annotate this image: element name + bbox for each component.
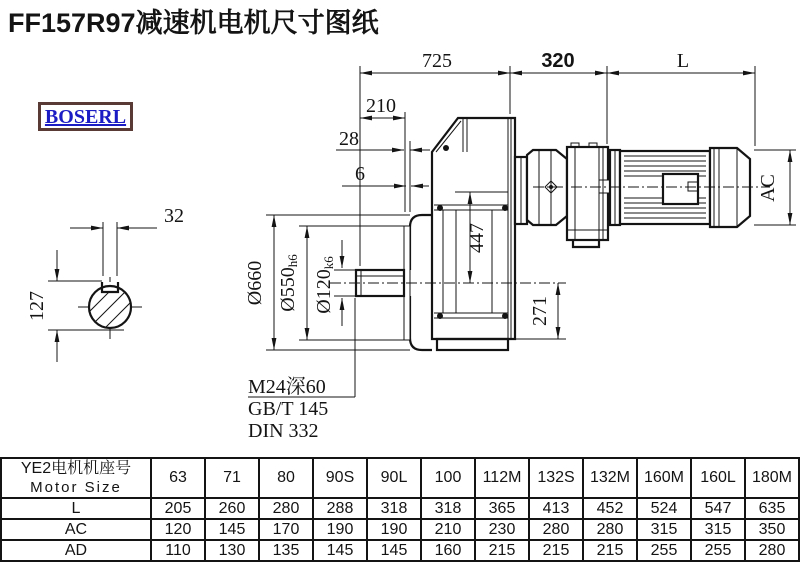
table-cell: 413 bbox=[529, 498, 583, 519]
motor-size-table bbox=[0, 457, 800, 562]
table-cell: 130 bbox=[205, 540, 259, 561]
column-header: 132S bbox=[529, 458, 583, 498]
row-label: L bbox=[1, 498, 151, 519]
dim-550h6: Ø550h6 bbox=[277, 254, 300, 312]
table-cell: 135 bbox=[259, 540, 313, 561]
dim-32: 32 bbox=[164, 205, 184, 227]
table-row-AC bbox=[1, 519, 799, 540]
table-cell: 315 bbox=[637, 519, 691, 540]
table-cell: 318 bbox=[367, 498, 421, 519]
dim-660: Ø660 bbox=[244, 260, 266, 306]
table-cell: 160 bbox=[421, 540, 475, 561]
column-header: 112M bbox=[475, 458, 529, 498]
dim-AC: AC bbox=[757, 174, 779, 202]
table-cell: 318 bbox=[421, 498, 475, 519]
dim-725: 725 bbox=[422, 50, 452, 72]
table-cell: 190 bbox=[313, 519, 367, 540]
table-header-motor-size bbox=[1, 458, 151, 498]
table-cell: 215 bbox=[583, 540, 637, 561]
table-cell: 260 bbox=[205, 498, 259, 519]
header-cn: YE2电机机座号 bbox=[20, 460, 132, 478]
boserl-logo-text: BOSERL bbox=[44, 105, 127, 128]
table-cell: 230 bbox=[475, 519, 529, 540]
column-header: 63 bbox=[151, 458, 205, 498]
header-en: Motor Size bbox=[30, 478, 122, 496]
table-cell: 255 bbox=[637, 540, 691, 561]
table-cell: 280 bbox=[583, 519, 637, 540]
dim-271: 271 bbox=[529, 296, 551, 326]
table-cell: 280 bbox=[259, 498, 313, 519]
table-cell: 280 bbox=[745, 540, 799, 561]
table-cell: 110 bbox=[151, 540, 205, 561]
dim-447: 447 bbox=[466, 223, 488, 253]
table-cell: 145 bbox=[205, 519, 259, 540]
row-label: AC bbox=[1, 519, 151, 540]
table-row-AD bbox=[1, 540, 799, 561]
table-cell: 635 bbox=[745, 498, 799, 519]
dim-6: 6 bbox=[355, 163, 365, 185]
column-header: 100 bbox=[421, 458, 475, 498]
note-m24: M24深60 bbox=[248, 376, 326, 398]
note-gbt145: GB/T 145 bbox=[248, 398, 329, 420]
dimension-drawing bbox=[0, 40, 800, 460]
column-header: 71 bbox=[205, 458, 259, 498]
table-cell: 145 bbox=[367, 540, 421, 561]
table-cell: 365 bbox=[475, 498, 529, 519]
thread-notes bbox=[248, 298, 355, 442]
column-header: 80 bbox=[259, 458, 313, 498]
column-header: 90S bbox=[313, 458, 367, 498]
dim-120k6: Ø120k6 bbox=[313, 256, 336, 314]
table-cell: 120 bbox=[151, 519, 205, 540]
dim-127: 127 bbox=[26, 291, 48, 321]
table-cell: 350 bbox=[745, 519, 799, 540]
table-cell: 452 bbox=[583, 498, 637, 519]
table-cell: 288 bbox=[313, 498, 367, 519]
table-cell: 255 bbox=[691, 540, 745, 561]
key-width-dim bbox=[70, 205, 184, 276]
dim-28: 28 bbox=[339, 128, 359, 150]
column-header: 160M bbox=[637, 458, 691, 498]
table-row-L bbox=[1, 498, 799, 519]
dim-210: 210 bbox=[366, 95, 396, 117]
column-header: 132M bbox=[583, 458, 637, 498]
row-label: AD bbox=[1, 540, 151, 561]
column-header: 180M bbox=[745, 458, 799, 498]
column-header: 90L bbox=[367, 458, 421, 498]
column-header: 160L bbox=[691, 458, 745, 498]
table-cell: 280 bbox=[529, 519, 583, 540]
table-cell: 524 bbox=[637, 498, 691, 519]
table-cell: 315 bbox=[691, 519, 745, 540]
terminal-box bbox=[663, 174, 698, 204]
table-cell: 205 bbox=[151, 498, 205, 519]
page-title: FF157R97减速机电机尺寸图纸 bbox=[8, 8, 379, 38]
table-cell: 210 bbox=[421, 519, 475, 540]
r97-gear-stage bbox=[567, 143, 611, 247]
dim-320: 320 bbox=[541, 50, 575, 72]
table-cell: 215 bbox=[529, 540, 583, 561]
dim-L: L bbox=[676, 50, 690, 72]
table-cell: 547 bbox=[691, 498, 745, 519]
table-cell: 215 bbox=[475, 540, 529, 561]
table-cell: 145 bbox=[313, 540, 367, 561]
table-cell: 190 bbox=[367, 519, 421, 540]
note-din332: DIN 332 bbox=[248, 420, 319, 442]
table-cell: 170 bbox=[259, 519, 313, 540]
